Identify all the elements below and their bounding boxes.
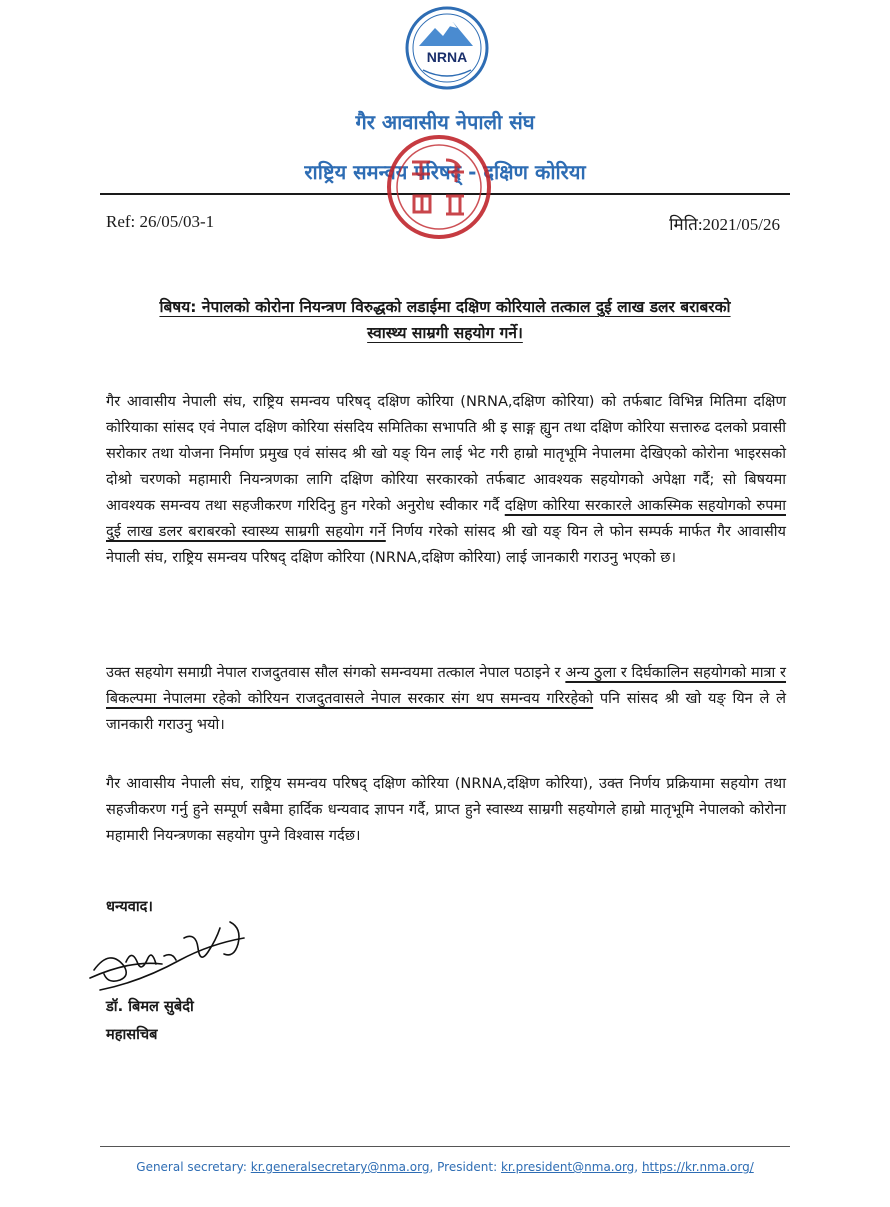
subject-line-2: स्वास्थ्य साम्रगी सहयोग गर्ने। — [367, 324, 523, 342]
paragraph-2-text-c: पनि सांसद श्री खो यङ् यिन ले ले जानकारी गराउनु भयो। — [106, 690, 787, 733]
subject-line-1: बिषय: नेपालको कोरोना नियन्त्रण विरुद्धको लडाईमा दक्षिण कोरियाले तत्काल दुई लाख डलर बराबरको — [159, 298, 731, 316]
paragraph-2-text-a: उक्त सहयोग समाग्री नेपाल राजदुतवास सौल संगको समन्वयमा तत्काल नेपाल पठाइने र — [106, 664, 561, 681]
org-name: गैर आवासीय नेपाली संघ — [355, 110, 535, 134]
president-email-link[interactable]: kr.president@nma.org — [500, 1160, 635, 1174]
paragraph-1 — [106, 389, 786, 571]
signer-name: डॉ. बिमल सुबेदी — [106, 998, 194, 1015]
gs-email-link[interactable]: kr.generalsecretary@nma.org — [250, 1160, 430, 1174]
paragraph-2-highlight: अन्य ठुला र दिर्घकालिन सहयोगको मात्रा र बिकल्पमा नेपालमा रहेको कोरियन राजदुतवासले नेपाल सरकार संग थप समन्वय गरिरहेको — [106, 664, 787, 707]
subject-line — [100, 294, 790, 346]
footer-divider — [100, 1146, 790, 1147]
paragraph-1-text-a: गैर आवासीय नेपाली संघ, राष्ट्रिय समन्वय परिषद् दक्षिण कोरिया (NRNA,दक्षिण कोरिया) को तर्फबाट विभिन्न मितिमा दक्षिण कोरियाका सांसद एवं नेपाल दक्षिण कोरिया संसदिय समितिका सभापति श्री इ साङ्ग ह्युन तथा दक्षिण कोरिया सत्तारुढ दलको प्रवासी सरोकार तथा योजना निर्माण प्रमुख एवं सांसद श्री खो यङ् यिन लाई भेट गरी हाम्रो मातृभूमि नेपालमा देखिएको कोरोना भाइरसको दोश्रो चरणको महामारी नियन्त्रणका लागि दक्षिण कोरिया सरकारको तर्फबाट आवश्यक सहयोगको अपेक्षा गर्दै; सो बिषयमा आवश्यक समन्वय तथा सहजीकरण गरिदिनु हुन गरेको अनुरोध स्वीकार गर्दै — [106, 393, 786, 514]
website-link[interactable]: https://kr.nma.org/ — [641, 1160, 754, 1174]
paragraph-3: गैर आवासीय नेपाली संघ, राष्ट्रिय समन्वय परिषद् दक्षिण कोरिया (NRNA,दक्षिण कोरिया), उक्त निर्णय प्रक्रियामा सहयोग तथा सहजीकरण गर्नु हुने सम्पूर्ण सबैमा हार्दिक धन्यवाद ज्ञापन गर्दै, प्राप्त हुने स्वास्थ्य साम्रगी सहयोगले हाम्रो मातृभूमि नेपालको कोरोना महामारी नियन्त्रणका सहयोग पुग्ने विश्वास गर्दछ। — [106, 775, 786, 844]
letter-date: मिति:2021/05/26 — [669, 215, 780, 234]
closing-thanks: धन्यवाद। — [106, 898, 153, 915]
paragraph-2 — [106, 660, 786, 738]
paragraph-1-highlight: दक्षिण कोरिया सरकारले आकस्मिक सहयोगको रुपमा दुई लाख डलर बराबरको स्वास्थ्य साम्रगी सहयोग गर्ने — [106, 497, 786, 540]
gs-label: General secretary: — [136, 1160, 247, 1174]
paragraph-1-text-c: निर्णय गरेको सांसद श्री खो यङ् यिन ले फोन सम्पर्क मार्फत गैर आवासीय नेपाली संघ, राष्ट्रिय समन्वय परिषद् दक्षिण कोरिया (NRNA,दक्षिण कोरिया) लाई जानकारी गराउनु भएको छ। — [106, 523, 787, 566]
nrna-logo-icon — [405, 6, 489, 90]
seal-stamp-icon — [384, 132, 494, 242]
footer-contacts: General secretary: kr.generalsecretary@nma.org, President: kr.president@nma.org, https://kr.nma.org/ — [136, 1160, 754, 1174]
logo-text: NRNA — [426, 49, 468, 65]
org-subtitle: राष्ट्रिय समन्वय परिषद् - दक्षिण कोरिया — [304, 160, 586, 184]
signer-title: महासचिब — [106, 1026, 158, 1043]
president-label: President: — [437, 1160, 498, 1174]
reference-number: Ref: 26/05/03-1 — [106, 212, 215, 231]
